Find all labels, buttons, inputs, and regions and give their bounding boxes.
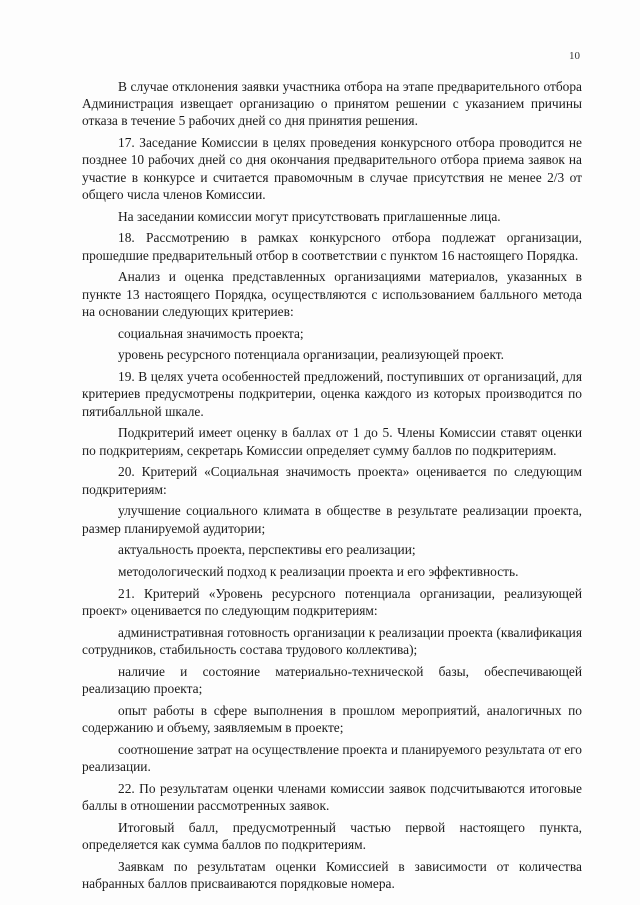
paragraph-rejection-notice: В случае отклонения заявки участника отбора на этапе предварительного отбора Администрация извещает организацию о принятом решении с указанием причины отказа в течение 5 рабочих дней со дня принятия решения. [82, 79, 582, 129]
subcriterion-item-cost-ratio: соотношение затрат на осуществление проекта и планируемого результата от его реализации. [82, 742, 582, 775]
subcriterion-item-relevance: актуальность проекта, перспективы его реализации; [118, 542, 416, 558]
paragraph-ranking: Заявкам по результатам оценки Комиссией в зависимости от количества набранных баллов присваиваются порядковые номера. [82, 859, 582, 892]
paragraph-analysis: Анализ и оценка представленных организациями материалов, указанных в пункте 13 настоящего Порядка, осуществляются с использованием балльного метода на основании следующих критериев: [82, 269, 582, 319]
subcriterion-item-climate: улучшение социального климата в обществе в результате реализации проекта, размер планируемой аудитории; [82, 503, 582, 536]
criterion-item-resource: уровень ресурсного потенциала организации, реализующей проект. [118, 347, 504, 363]
subcriterion-item-material-base: наличие и состояние материально-технической базы, обеспечивающей реализацию проекта; [82, 664, 582, 697]
paragraph-subcriterion-score: Подкритерий имеет оценку в баллах от 1 до 5. Члены Комиссии ставят оценки по подкритериям, секретарь Комиссии определяет сумму баллов по подкритериям. [82, 425, 582, 458]
paragraph-total-score: Итоговый балл, предусмотренный частью первой настоящего пункта, определяется как сумма баллов по подкритериям. [82, 820, 582, 853]
paragraph-18: 18. Рассмотрению в рамках конкурсного отбора подлежат организации, прошедшие предварительный отбор в соответствии с пунктом 16 настоящего Порядка. [82, 230, 582, 263]
paragraph-21: 21. Критерий «Уровень ресурсного потенциала организации, реализующей проект» оценивается по следующим подкритериям: [82, 586, 582, 619]
paragraph-19: 19. В целях учета особенностей предложений, поступивших от организаций, для критериев предусмотрены подкритерии, оценка каждого из которых производится по пятибалльной шкале. [82, 369, 582, 419]
paragraph-invited-persons: На заседании комиссии могут присутствовать приглашенные лица. [118, 208, 501, 224]
subcriterion-item-readiness: административная готовность организации к реализации проекта (квалификация сотрудников, стабильность состава трудового коллектива); [82, 625, 582, 658]
paragraph-17: 17. Заседание Комиссии в целях проведения конкурсного отбора проводится не позднее 10 рабочих дней со дня окончания предварительного отбора приема заявок на участие в конкурсе и считается правомочным в случае присутствия не менее 2/3 от общего числа членов Комиссии. [82, 135, 582, 202]
subcriterion-item-methodology: методологический подход к реализации проекта и его эффективность. [118, 564, 519, 580]
paragraph-20: 20. Критерий «Социальная значимость проекта» оценивается по следующим подкритериям: [82, 464, 582, 497]
subcriterion-item-experience: опыт работы в сфере выполнения в прошлом мероприятий, аналогичных по содержанию и объему, заявляемым в проекте; [82, 703, 582, 736]
criterion-item-social: социальная значимость проекта; [118, 325, 304, 341]
paragraph-22: 22. По результатам оценки членами комиссии заявок подсчитываются итоговые баллы в отношении рассмотренных заявок. [82, 781, 582, 814]
document-body [82, 78, 582, 897]
page-number: 10 [569, 50, 580, 62]
